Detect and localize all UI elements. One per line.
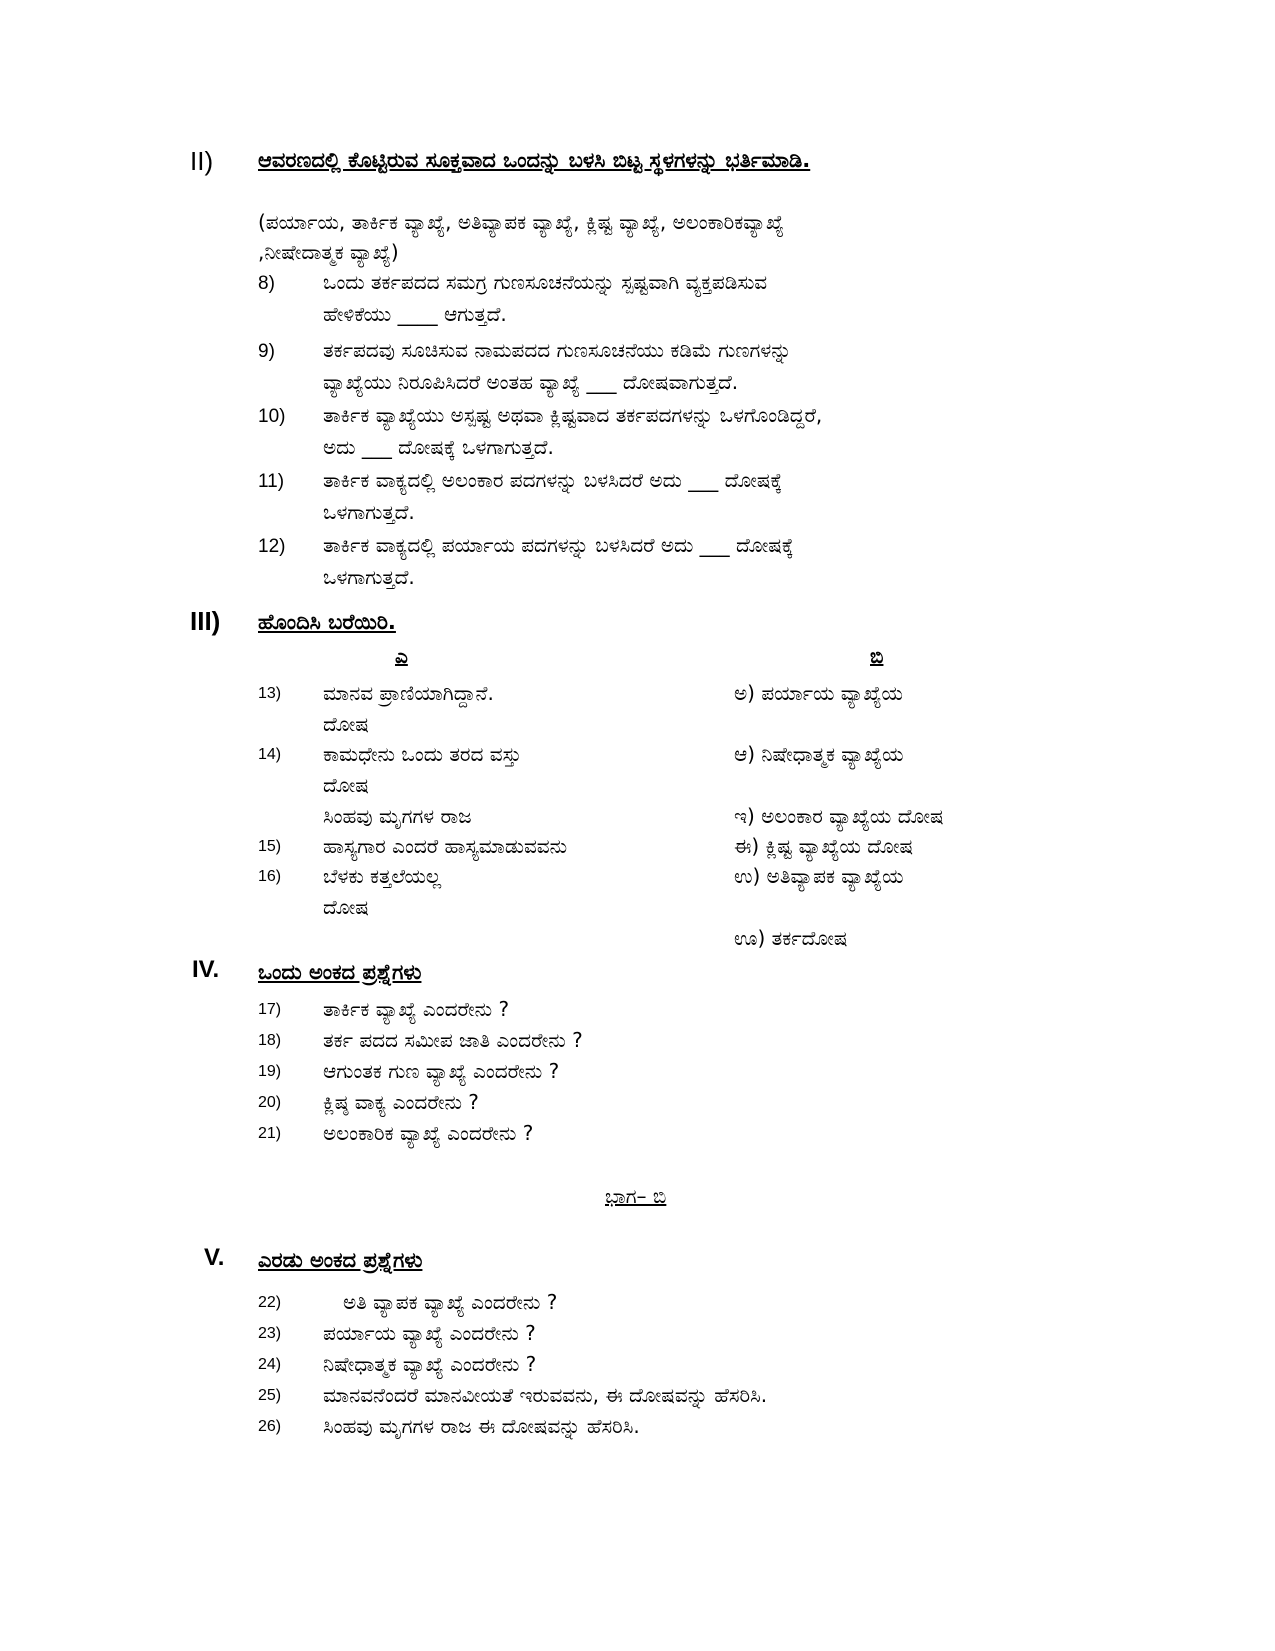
match-item-a: ಬೆಳಕು ಕತ್ತಲೆಯಲ್ಲ xyxy=(323,864,442,888)
question-number: 18) xyxy=(258,1032,282,1049)
section-4-numeral: IV. xyxy=(192,956,220,983)
question-number: 9) xyxy=(258,341,275,362)
question-text: ಪರ್ಯಾಯ ವ್ಯಾಖ್ಯೆ ಎಂದರೇನು ? xyxy=(323,1321,536,1345)
question-text: ಕ್ಲಿಷ್ಠ ವಾಕ್ಯ ಎಂದರೇನು ? xyxy=(323,1090,479,1114)
question-text: ಅದು ___ ದೋಷಕ್ಕೆ ಒಳಗಾಗುತ್ತದೆ. xyxy=(323,435,554,459)
question-number: 11) xyxy=(258,471,285,492)
column-b-header: ಬಿ xyxy=(870,644,884,668)
match-item-b: ಆ) ನಿಷೇಧಾತ್ಮಕ ವ್ಯಾಖ್ಯೆಯ xyxy=(734,742,904,766)
question-text: ಸಿಂಹವು ಮೃಗಗಳ ರಾಜ ಈ ದೋಷವನ್ನು ಹೆಸರಿಸಿ. xyxy=(323,1414,640,1438)
question-text: ನಿಷೇಧಾತ್ಮಕ ವ್ಯಾಖ್ಯೆ ಎಂದರೇನು ? xyxy=(323,1352,537,1376)
match-item-a: ದೋಷ xyxy=(323,773,369,797)
part-b-title: ಭಾಗ– ಬಿ xyxy=(605,1184,667,1208)
section-2-heading: ಆವರಣದಲ್ಲಿ ಕೊಟ್ಟಿರುವ ಸೂಕ್ತವಾದ ಒಂದನ್ನು ಬಳಸಿ ಬಿಟ್ಟ ಸ್ಥಳಗಳನ್ನು ಭರ್ತಿಮಾಡಿ. xyxy=(258,148,811,172)
question-number: 21) xyxy=(258,1125,282,1142)
match-item-b: ಅ) ಪರ್ಯಾಯ ವ್ಯಾಖ್ಯೆಯ xyxy=(734,681,903,705)
section-5-numeral: V. xyxy=(204,1244,225,1271)
section-3-numeral: III) xyxy=(190,606,221,636)
question-text: ತಾರ್ಕಿಕ ವಾಕ್ಯದಲ್ಲಿ ಅಲಂಕಾರ ಪದಗಳನ್ನು ಬಳಸಿದರೆ ಅದು ___ ದೋಷಕ್ಕೆ xyxy=(323,468,783,492)
question-text: ಒಂದು ತರ್ಕಪದದ ಸಮಗ್ರ ಗುಣಸೂಚನೆಯನ್ನು ಸ್ಪಷ್ಟವಾಗಿ ವ್ಯಕ್ತಪಡಿಸುವ xyxy=(323,270,768,294)
question-number: 20) xyxy=(258,1094,282,1111)
column-a-header: ಎ xyxy=(395,644,408,668)
match-number: 16) xyxy=(258,868,282,885)
question-number: 8) xyxy=(258,273,275,294)
match-item-b: ಇ) ಅಲಂಕಾರ ವ್ಯಾಖ್ಯೆಯ ದೋಷ xyxy=(734,804,944,828)
section-3-heading: ಹೊಂದಿಸಿ ಬರೆಯಿರಿ. xyxy=(258,610,396,634)
question-text: ಮಾನವನೆಂದರೆ ಮಾನವೀಯತೆ ಇರುವವನು, ಈ ದೋಷವನ್ನು ಹೆಸರಿಸಿ. xyxy=(323,1383,768,1407)
match-item-a: ಮಾನವ ಪ್ರಾಣಿಯಾಗಿದ್ದಾನೆ. xyxy=(323,681,494,705)
match-item-b: ಉ) ಅತಿವ್ಯಾಪಕ ವ್ಯಾಖ್ಯೆಯ xyxy=(734,864,904,888)
section-4-heading: ಒಂದು ಅಂಕದ ಪ್ರಶ್ನೆಗಳು xyxy=(258,960,422,984)
question-text: ಅಲಂಕಾರಿಕ ವ್ಯಾಖ್ಯೆ ಎಂದರೇನು ? xyxy=(323,1121,534,1145)
question-text: ತಾರ್ಕಿಕ ವ್ಯಾಖ್ಯೆಯು ಅಸ್ಪಷ್ಟ ಅಥವಾ ಕ್ಲಿಷ್ಟವಾದ ತರ್ಕಪದಗಳನ್ನು ಒಳಗೊಂಡಿದ್ದರೆ, xyxy=(323,403,823,427)
options-line-1: (ಪರ್ಯಾಯ, ತಾರ್ಕಿಕ ವ್ಯಾಖ್ಯೆ, ಅತಿವ್ಯಾಪಕ ವ್ಯಾಖ್ಯೆ, ಕ್ಲಿಷ್ಟ ವ್ಯಾಖ್ಯೆ, ಅಲಂಕಾರಿಕವ್ಯಾಖ್ಯೆ xyxy=(258,210,784,234)
match-item-a: ಹಾಸ್ಯಗಾರ ಎಂದರೆ ಹಾಸ್ಯಮಾಡುವವನು xyxy=(323,834,568,858)
question-text: ತಾರ್ಕಿಕ ವ್ಯಾಖ್ಯೆ ಎಂದರೇನು ? xyxy=(323,997,510,1021)
match-item-a: ದೋಷ xyxy=(323,712,369,736)
match-item-a: ಸಿಂಹವು ಮೃಗಗಳ ರಾಜ xyxy=(323,804,472,828)
question-number: 10) xyxy=(258,406,286,427)
question-number: 24) xyxy=(258,1356,282,1373)
match-number: 13) xyxy=(258,685,282,702)
question-number: 19) xyxy=(258,1063,282,1080)
match-number: 15) xyxy=(258,838,282,855)
match-item-b: ಈ) ಕ್ಲಿಷ್ಟ ವ್ಯಾಖ್ಯೆಯ ದೋಷ xyxy=(734,834,914,858)
match-item-a: ಕಾಮಧೇನು ಒಂದು ತರದ ವಸ್ತು xyxy=(323,742,522,766)
question-text: ಒಳಗಾಗುತ್ತದೆ. xyxy=(323,500,415,524)
match-item-a: ದೋಷ xyxy=(323,895,369,919)
question-text: ತರ್ಕಪದವು ಸೂಚಿಸುವ ನಾಮಪದದ ಗುಣಸೂಚನೆಯು ಕಡಿಮೆ ಗುಣಗಳನ್ನು xyxy=(323,338,792,362)
question-text: ಹೇಳಿಕೆಯು ____ ಆಗುತ್ತದೆ. xyxy=(323,302,507,326)
question-number: 12) xyxy=(258,536,286,557)
question-number: 26) xyxy=(258,1418,282,1435)
section-2-numeral: II) xyxy=(190,146,214,176)
match-number: 14) xyxy=(258,746,282,763)
options-line-2: ,ನೀಷೇದಾತ್ಮಕ ವ್ಯಾಖ್ಯೆ) xyxy=(258,240,399,264)
match-item-b: ಊ) ತರ್ಕದೋಷ xyxy=(734,926,848,950)
question-number: 23) xyxy=(258,1325,282,1342)
question-text: ತರ್ಕ ಪದದ ಸಮೀಪ ಜಾತಿ ಎಂದರೇನು ? xyxy=(323,1028,583,1052)
question-text: ಆಗುಂತಕ ಗುಣ ವ್ಯಾಖ್ಯೆ ಎಂದರೇನು ? xyxy=(323,1059,560,1083)
question-number: 22) xyxy=(258,1294,282,1311)
section-5-heading: ಎರಡು ಅಂಕದ ಪ್ರಶ್ನೆಗಳು xyxy=(258,1248,423,1272)
question-text: ಒಳಗಾಗುತ್ತದೆ. xyxy=(323,565,415,589)
question-text: ವ್ಯಾಖ್ಯೆಯು ನಿರೂಪಿಸಿದರೆ ಅಂತಹ ವ್ಯಾಖ್ಯೆ ___ ದೋಷವಾಗುತ್ತದೆ. xyxy=(323,370,739,394)
question-text: ಅತಿ ವ್ಯಾಪಕ ವ್ಯಾಖ್ಯೆ ಎಂದರೇನು ? xyxy=(343,1290,558,1314)
question-number: 17) xyxy=(258,1001,282,1018)
question-number: 25) xyxy=(258,1387,282,1404)
question-text: ತಾರ್ಕಿಕ ವಾಕ್ಯದಲ್ಲಿ ಪರ್ಯಾಯ ಪದಗಳನ್ನು ಬಳಸಿದರೆ ಅದು ___ ದೋಷಕ್ಕೆ xyxy=(323,533,794,557)
